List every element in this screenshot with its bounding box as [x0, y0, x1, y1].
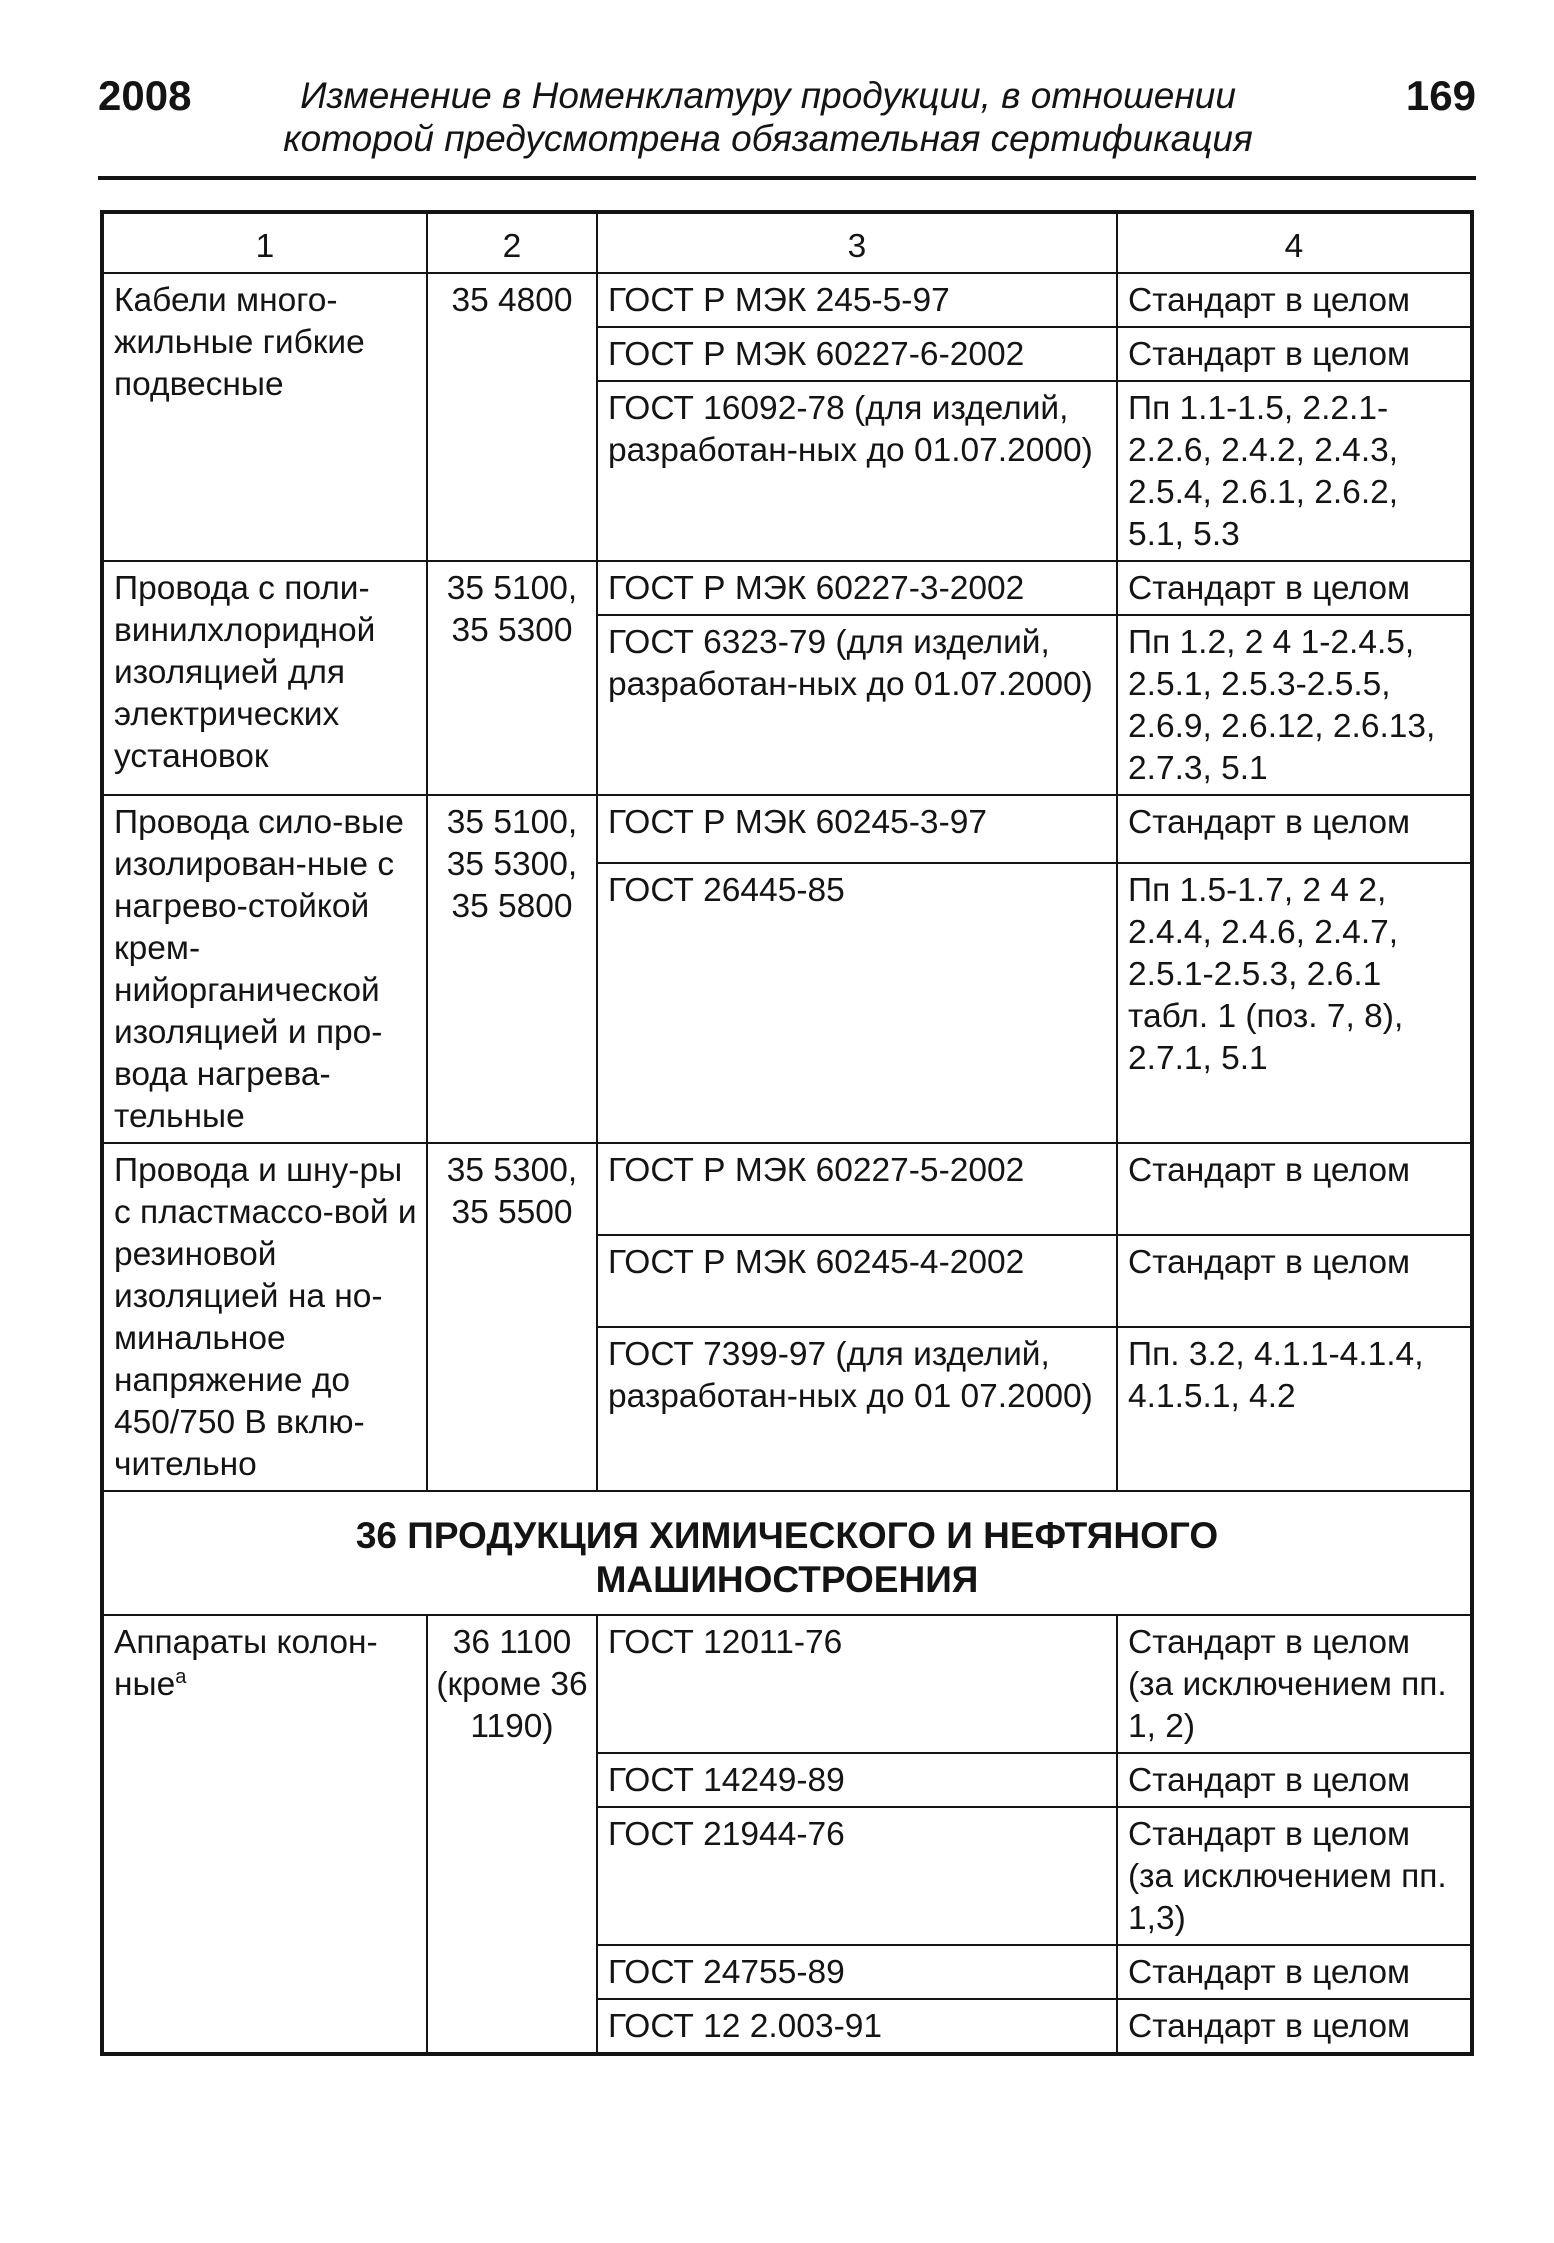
- section-row: [102, 1491, 1472, 1615]
- footnote-marker: а: [175, 1665, 187, 1688]
- scope-cell: Пп 1.1-1.5, 2.2.1-2.2.6, 2.4.2, 2.4.3, 2.5.4, 2.6.1, 2.6.2, 5.1, 5.3: [1117, 381, 1472, 561]
- column-number-row: [102, 212, 1472, 273]
- standard-cell: ГОСТ 12011-76: [597, 1615, 1117, 1753]
- section-heading-line-1: 36 ПРОДУКЦИЯ ХИМИЧЕСКОГО И НЕФТЯНОГО: [355, 1515, 1219, 1556]
- product-name: Провода с поли-винилхлоридной изоляцией для электрических установок: [102, 561, 427, 795]
- scope-cell: Стандарт в целом: [1117, 1999, 1472, 2054]
- scope-cell: Стандарт в целом (за исключением пп. 1, 2): [1117, 1615, 1472, 1753]
- standard-cell: ГОСТ Р МЭК 60227-6-2002: [597, 327, 1117, 381]
- scope-cell: Стандарт в целом: [1117, 1945, 1472, 1999]
- product-name-text: Аппараты колон-ные: [114, 1624, 378, 1703]
- page-title: [268, 74, 1268, 160]
- scope-cell: Пп 1.5-1.7, 2 4 2, 2.4.4, 2.4.6, 2.4.7, 2.5.1-2.5.3, 2.6.1 табл. 1 (поз. 7, 8), 2.7.1, 5.1: [1117, 863, 1472, 1143]
- standard-cell: ГОСТ 7399-97 (для изделий, разработан-ных до 01 07.2000): [597, 1327, 1117, 1491]
- standard-cell: ГОСТ Р МЭК 60245-3-97: [597, 795, 1117, 863]
- standard-cell: ГОСТ 6323-79 (для изделий, разработан-ных до 01.07.2000): [597, 615, 1117, 795]
- title-line-1: Изменение в Номенклатуру продукции, в отношении: [300, 75, 1236, 116]
- product-code: 35 5100, 35 5300: [427, 561, 597, 795]
- column-number: 3: [597, 212, 1117, 273]
- scope-cell: Стандарт в целом: [1117, 327, 1472, 381]
- header-rule: [98, 176, 1476, 180]
- column-number: 2: [427, 212, 597, 273]
- scope-cell: Пп. 3.2, 4.1.1-4.1.4, 4.1.5.1, 4.2: [1117, 1327, 1472, 1491]
- table-row: [102, 273, 1472, 327]
- page-header: [98, 68, 1476, 168]
- standard-cell: ГОСТ Р МЭК 245-5-97: [597, 273, 1117, 327]
- scope-cell: Пп 1.2, 2 4 1-2.4.5, 2.5.1, 2.5.3-2.5.5, 2.6.9, 2.6.12, 2.6.13, 2.7.3, 5.1: [1117, 615, 1472, 795]
- product-code: 35 5100, 35 5300, 35 5800: [427, 795, 597, 1143]
- standard-cell: ГОСТ 26445-85: [597, 863, 1117, 1143]
- standard-cell: ГОСТ Р МЭК 60227-5-2002: [597, 1143, 1117, 1235]
- product-name: Провода и шну-ры с пластмассо-вой и резиновой изоляцией на но-минальное напряжение до 450/750 В вклю-чительно: [102, 1143, 427, 1491]
- product-code: 35 5300, 35 5500: [427, 1143, 597, 1491]
- certification-table: [100, 210, 1474, 2056]
- standard-cell: ГОСТ 24755-89: [597, 1945, 1117, 1999]
- standard-cell: ГОСТ Р МЭК 60227-3-2002: [597, 561, 1117, 615]
- standard-cell: ГОСТ 16092-78 (для изделий, разработан-ных до 01.07.2000): [597, 381, 1117, 561]
- table-row: [102, 561, 1472, 615]
- product-code: 36 1100 (кроме 36 1190): [427, 1615, 597, 2054]
- scope-cell: Стандарт в целом: [1117, 1235, 1472, 1327]
- scope-cell: Стандарт в целом: [1117, 1143, 1472, 1235]
- standard-cell: ГОСТ Р МЭК 60245-4-2002: [597, 1235, 1117, 1327]
- table-row: [102, 795, 1472, 863]
- scope-cell: Стандарт в целом: [1117, 273, 1472, 327]
- product-code: 35 4800: [427, 273, 597, 561]
- section-heading: [102, 1491, 1472, 1615]
- scope-cell: Стандарт в целом: [1117, 1753, 1472, 1807]
- year-label: 2008: [98, 72, 192, 119]
- scope-cell: Стандарт в целом: [1117, 561, 1472, 615]
- title-line-2: которой предусмотрена обязательная сертификация: [283, 118, 1253, 159]
- table-row: [102, 1143, 1472, 1235]
- product-name: Кабели много-жильные гибкие подвесные: [102, 273, 427, 561]
- scope-cell: Стандарт в целом: [1117, 795, 1472, 863]
- standard-cell: ГОСТ 14249-89: [597, 1753, 1117, 1807]
- page-number: 169: [1405, 72, 1476, 119]
- product-name: [102, 1615, 427, 2054]
- standard-cell: ГОСТ 12 2.003-91: [597, 1999, 1117, 2054]
- column-number: 1: [102, 212, 427, 273]
- standard-cell: ГОСТ 21944-76: [597, 1807, 1117, 1945]
- product-name: Провода сило-вые изолирован-ные с нагрево-стойкой крем-нийорганической изоляцией и про-вода нагрева-тельные: [102, 795, 427, 1143]
- scope-cell: Стандарт в целом (за исключением пп. 1,3): [1117, 1807, 1472, 1945]
- table-row: [102, 1615, 1472, 1753]
- section-heading-line-2: МАШИНОСТРОЕНИЯ: [595, 1559, 979, 1600]
- column-number: 4: [1117, 212, 1472, 273]
